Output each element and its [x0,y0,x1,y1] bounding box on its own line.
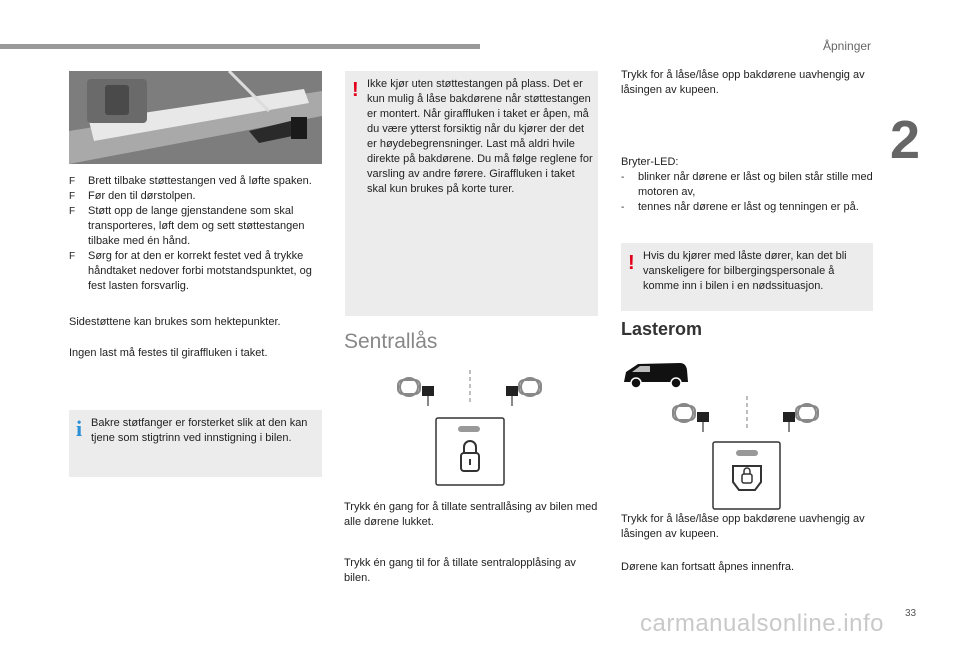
chapter-number: 2 [890,110,921,170]
steering-wheel-icon [673,404,709,432]
steering-wheel-icon [506,378,541,406]
central-locking-diagram [390,368,550,488]
led-list [621,170,876,215]
list-item [69,189,324,204]
load-space-diagram [665,394,830,512]
warning-text: Ikke kjør uten støttestangen på plass. Det er kun mulig å låse bakdørene når støttestangen er montert. Når giraffluken i taket er åpen, må du være ytterst forsiktig når du kjører der det er høydebegrensninger. Last må aldri hvile direkte på bakdørene. Du må følge reglene for varsling av andre førere. Giraffluken i taket skal kun brukes på korte turer. [367,78,593,195]
doors-open-inside-text: Dørene kan fortsatt åpnes innenfra. [621,561,795,573]
list-item-text: Brett tilbake støttestangen ved å løfte spaken. [88,175,312,187]
list-item [69,174,324,189]
dash-marker: - [621,172,625,183]
list-item [69,204,324,249]
bullet-marker: F [69,191,76,202]
page-number: 33 [905,608,917,619]
heading-central-locking: Sentrallås [344,330,438,353]
led-title: Bryter-LED: [621,156,679,168]
list-item-text: blinker når dørene er låst og bilen står stille med motoren av, [638,171,873,198]
dash-marker: - [621,202,625,213]
info-text: Bakre støtfanger er forsterket slik at den kan tjene som stigtrinn ved innstigning i bilen. [91,417,308,444]
unlock-instruction: Trykk én gang til for å tillate sentralopplåsing av bilen. [344,557,576,584]
warning-box [345,71,598,316]
section-title: Åpninger [823,39,872,53]
bullet-marker: F [69,176,76,187]
switch-info-text: Trykk for å låse/låse opp bakdørene uavhengig av låsingen av kupeen. [621,69,865,96]
bullet-marker: F [69,206,76,217]
van-icon [620,360,690,390]
bullet-marker: F [69,251,76,262]
lock-instruction: Trykk én gang for å tillate sentrallåsing av bilen med alle dørene lukket. [344,501,598,528]
warning-box [621,243,873,311]
support-bar-photo [69,71,322,164]
list-item [69,249,324,294]
list-item [621,170,876,200]
list-item-text: Sørg for at den er korrekt festet ved å trykke håndtaket nedover forbi motstandspunktet, og fest lasten forsvarlig. [88,250,312,292]
support-bar-illustration [69,71,322,164]
steering-wheel-icon [398,378,434,406]
header-bar [0,44,480,49]
warning-text: Hvis du kjører med låste dører, kan det bli vanskeligere for bilbergingspersonale å komme inn i bilen i en nødssituasjon. [643,250,847,292]
rear-lock-instruction: Trykk for å låse/låse opp bakdørene uavhengig av låsingen av kupeen. [621,513,865,540]
warning-icon: ! [628,252,635,274]
warning-icon: ! [352,79,359,101]
roof-hatch-text: Ingen last må festes til giraffluken i taket. [69,347,268,359]
steering-wheel-icon [783,404,818,432]
watermark: carmanualsonline.info [640,610,884,637]
list-item-text: Støtt opp de lange gjenstandene som skal transporteres, løft dem og sett støttestangen tilbake med én hånd. [88,205,305,247]
side-supports-text: Sidestøttene kan brukes som hektepunkter. [69,316,281,328]
list-item-text: Før den til dørstolpen. [88,190,196,202]
list-item-text: tennes når dørene er låst og tenningen er på. [638,201,859,213]
info-box [69,410,322,477]
support-bar-steps [69,174,324,294]
list-item [621,200,876,215]
info-icon: i [76,416,83,441]
heading-load-space: Lasterom [621,319,703,339]
